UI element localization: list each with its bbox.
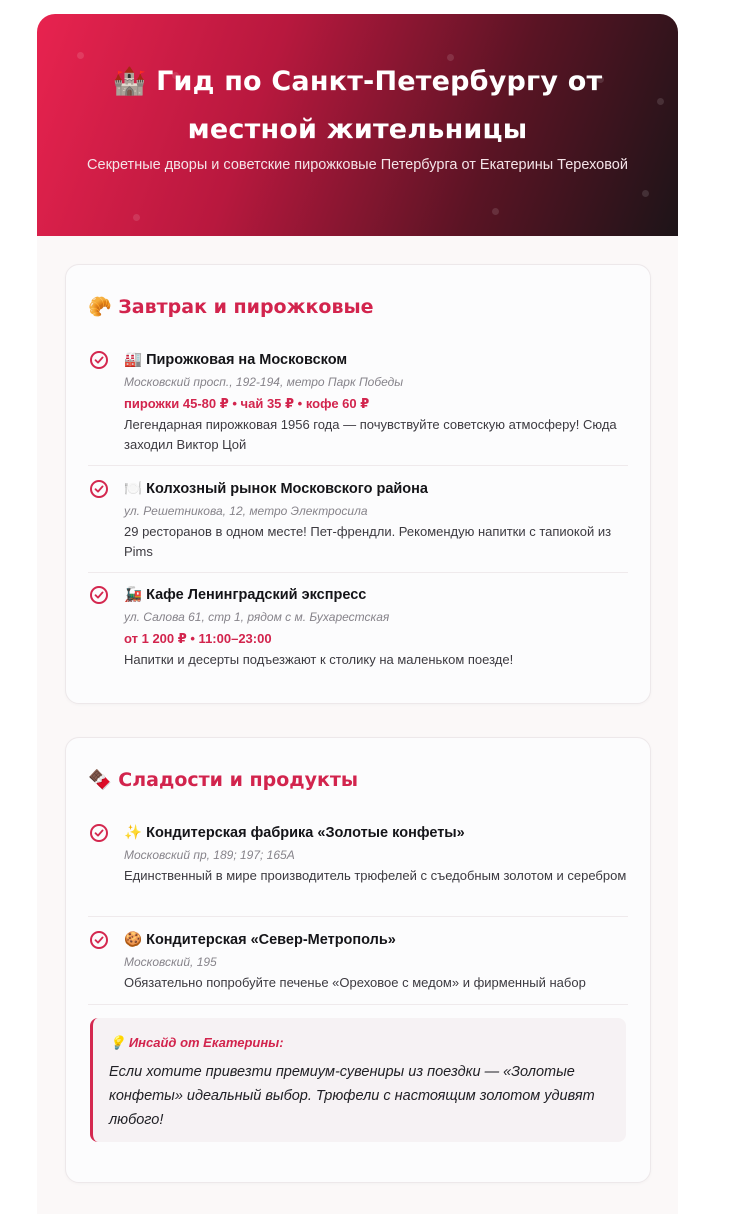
place-description: Легендарная пирожковая 1956 года — почувствуйте советскую атмосферу! Сюда заходил Виктор Цой bbox=[124, 417, 617, 452]
section-title bbox=[88, 295, 374, 318]
section-breakfast bbox=[65, 264, 651, 704]
place-name bbox=[124, 824, 465, 841]
chocolate-icon: 🍫 bbox=[88, 769, 112, 791]
place-name-text: Кафе Ленинградский экспресс bbox=[146, 587, 367, 603]
check-icon bbox=[90, 824, 108, 842]
place-name-text: Кондитерская «Север-Метрополь» bbox=[146, 932, 396, 948]
list-item[interactable] bbox=[88, 824, 628, 914]
check-icon bbox=[90, 480, 108, 498]
place-name bbox=[124, 931, 396, 948]
guide-page bbox=[37, 14, 678, 1214]
divider bbox=[88, 572, 628, 573]
list-item[interactable] bbox=[88, 586, 628, 676]
place-name-text: Кондитерская фабрика «Золотые конфеты» bbox=[146, 825, 465, 841]
place-name bbox=[124, 351, 347, 368]
place-address: Московский пр, 189; 197; 165А bbox=[124, 848, 295, 862]
place-name bbox=[124, 480, 428, 497]
place-name bbox=[124, 586, 366, 603]
check-icon bbox=[90, 351, 108, 369]
plate-icon: 🍽️ bbox=[124, 481, 143, 497]
list-item[interactable] bbox=[88, 931, 628, 1001]
check-icon bbox=[90, 931, 108, 949]
section-title bbox=[88, 768, 358, 791]
divider bbox=[88, 1004, 628, 1005]
place-address: Московский, 195 bbox=[124, 955, 217, 969]
sparkles-icon: ✨ bbox=[124, 825, 143, 841]
place-price: пирожки 45-80 ₽ • чай 35 ₽ • кофе 60 ₽ bbox=[124, 396, 370, 411]
place-description: Единственный в мире производитель трюфелей с съедобным золотом и серебром bbox=[124, 868, 627, 883]
list-item[interactable] bbox=[88, 480, 628, 570]
place-description: Обязательно попробуйте печенье «Ореховое с медом» и фирменный набор bbox=[124, 975, 586, 990]
hero-banner bbox=[37, 14, 678, 236]
lightbulb-icon: 💡 bbox=[109, 1036, 126, 1051]
list-item[interactable] bbox=[88, 351, 628, 461]
page-title bbox=[97, 58, 618, 154]
castle-icon: 🏰 bbox=[112, 66, 147, 97]
divider bbox=[88, 465, 628, 466]
page-subtitle: Секретные дворы и советские пирожковые Петербурга от Екатерины Тереховой bbox=[87, 157, 628, 173]
section-sweets bbox=[65, 737, 651, 1183]
place-price: от 1 200 ₽ • 11:00–23:00 bbox=[124, 631, 272, 646]
place-description: 29 ресторанов в одном месте! Пет-френдли. Рекомендую напитки с тапиокой из Pims bbox=[124, 524, 612, 559]
place-address: Московский просп., 192-194, метро Парк Победы bbox=[124, 375, 404, 389]
section-title-text: Завтрак и пирожковые bbox=[118, 296, 374, 318]
place-address: ул. Решетникова, 12, метро Электросила bbox=[124, 504, 368, 518]
cookie-icon: 🍪 bbox=[124, 932, 143, 948]
page-title-text: Гид по Санкт-Петербургу от местной жительницы bbox=[156, 66, 603, 145]
place-name-text: Пирожковая на Московском bbox=[146, 352, 348, 368]
croissant-icon: 🥐 bbox=[88, 296, 112, 318]
train-icon: 🚂 bbox=[124, 587, 143, 603]
section-title-text: Сладости и продукты bbox=[118, 769, 359, 791]
place-address: ул. Салова 61, стр 1, рядом с м. Бухарестская bbox=[124, 610, 390, 624]
tip-label-text: Инсайд от Екатерины: bbox=[128, 1035, 284, 1050]
check-icon bbox=[90, 586, 108, 604]
tip-label bbox=[109, 1035, 284, 1051]
insider-tip bbox=[90, 1018, 626, 1142]
factory-icon: 🏭 bbox=[124, 352, 143, 368]
place-name-text: Колхозный рынок Московского района bbox=[146, 481, 428, 497]
place-description: Напитки и десерты подъезжают к столику на маленьком поезде! bbox=[124, 652, 514, 667]
tip-text: Если хотите привезти премиум-сувениры из поездки — «Золотые конфеты» идеальный выбор. Трюфели с настоящим золотом удивят любого! bbox=[109, 1064, 595, 1128]
divider bbox=[88, 916, 628, 917]
